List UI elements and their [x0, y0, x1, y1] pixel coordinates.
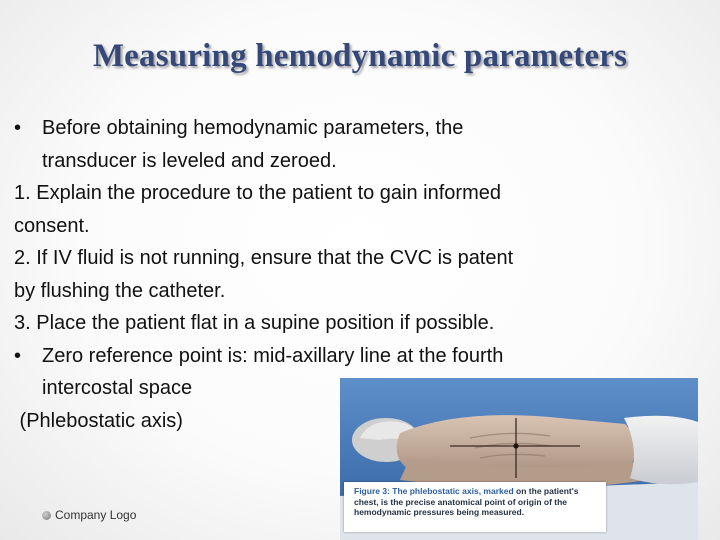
phlebostatic-point — [513, 443, 518, 448]
bullet-marker: • — [14, 344, 22, 367]
patient-shorts — [624, 416, 698, 485]
company-logo-text: Company Logo — [55, 508, 137, 522]
step-line: by flushing the catheter. — [14, 279, 226, 302]
line-text: Before obtaining hemodynamic parameters, the — [42, 117, 464, 139]
line-text: Zero reference point is: mid-axillary line at the fourth — [42, 344, 504, 367]
bullet-line — [14, 340, 674, 373]
figure-caption — [344, 482, 606, 532]
step-line: 1. Explain the procedure to the patient to gain informed — [14, 182, 501, 204]
logo-icon — [42, 511, 51, 520]
step-line: (Phlebostatic axis) — [14, 409, 183, 432]
slide-title: Measuring hemodynamic parameters — [92, 38, 628, 74]
indent-line: intercostal space — [42, 377, 193, 399]
step-line: consent. — [14, 214, 90, 237]
step-line: 3. Place the patient flat in a supine position if possible. — [14, 312, 495, 334]
indent-line: transducer is leveled and zeroed. — [42, 149, 337, 172]
step-line: 2. If IV fluid is not running, ensure that the CVC is patent — [14, 247, 514, 269]
footer — [42, 508, 136, 522]
bullet-line — [14, 112, 674, 145]
caption-text: on the patient's chest, is the precise anatomical point of origin of the hemodynamic pressures being measured. — [354, 486, 579, 517]
bullet-marker: • — [14, 117, 22, 139]
caption-lead: Figure 3: The phlebostatic axis, marked — [354, 486, 514, 496]
